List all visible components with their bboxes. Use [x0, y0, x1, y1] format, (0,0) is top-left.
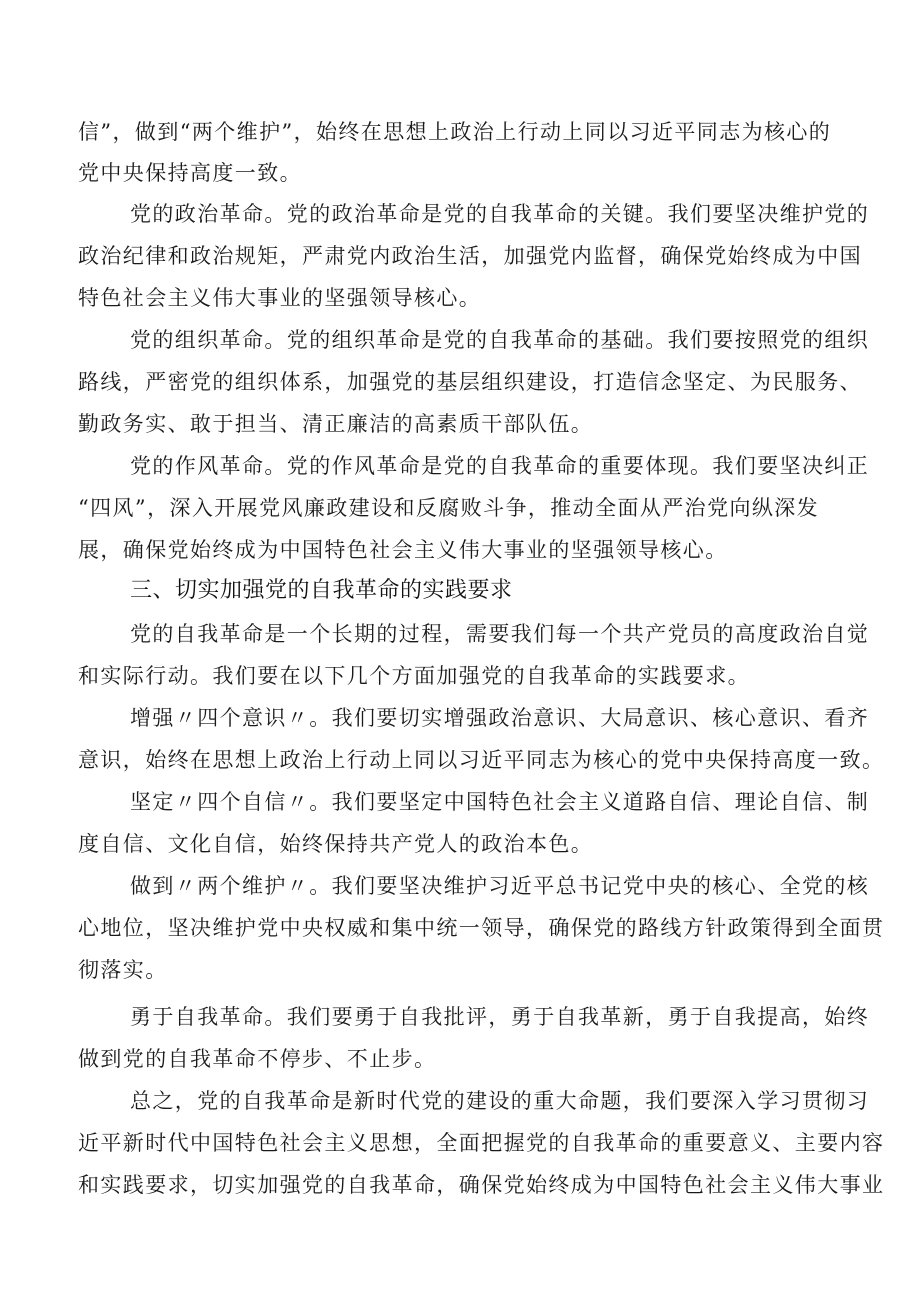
text-line: 彻落实。 — [78, 958, 168, 982]
text-line: 路线，严密党的组织体系，加强党的基层组织建设，打造信念坚定、为民服务、 — [78, 370, 862, 394]
text-line: 党的组织革命。党的组织革命是党的自我革命的基础。我们要按照党的组织 — [130, 328, 870, 352]
text-line: 做到党的自我革命不停步、不止步。 — [78, 1047, 437, 1071]
text-line: 和实践要求，切实加强党的自我革命，确保党始终成为中国特色社会主义伟大事业 — [78, 1173, 885, 1197]
text-line: 做到〃两个维护〃。我们要坚决维护习近平总书记党中央的核心、全党的核 — [130, 874, 870, 898]
text-line: 展，确保党始终成为中国特色社会主义伟大事业的坚强领导核心。 — [78, 538, 728, 562]
text-line: 党的政治革命。党的政治革命是党的自我革命的关键。我们要坚决维护党的 — [130, 202, 870, 226]
text-line: 信”，做到“两个维护”，始终在思想上政治上行动上同以习近平同志为核心的 — [78, 120, 832, 144]
text-line: 政治纪律和政治规矩，严肃党内政治生活，加强党内监督，确保党始终成为中国 — [78, 244, 862, 268]
text-line: 勇于自我革命。我们要勇于自我批评，勇于自我革新，勇于自我提高，始终 — [130, 1005, 870, 1029]
section-heading: 三、切实加强党的自我革命的实践要求 — [130, 578, 513, 603]
text-line: 勤政务实、敢于担当、清正廉洁的高素质干部队伍。 — [78, 412, 594, 436]
text-line: 近平新时代中国特色社会主义思想，全面把握党的自我革命的重要意义、主要内容 — [78, 1131, 885, 1155]
text-line: 坚定〃四个自信〃。我们要坚定中国特色社会主义道路自信、理论自信、制 — [130, 790, 870, 814]
text-line: 度自信、文化自信，始终保持共产党人的政治本色。 — [78, 832, 594, 856]
text-line: 和实际行动。我们要在以下几个方面加强党的自我革命的实践要求。 — [78, 664, 750, 688]
text-line: 增强〃四个意识〃。我们要切实增强政治意识、大局意识、核心意识、看齐 — [130, 706, 870, 730]
text-line: 心地位，坚决维护党中央权威和集中统一领导，确保党的路线方针政策得到全面贯 — [78, 916, 885, 940]
text-line: 党的作风革命。党的作风革命是党的自我革命的重要体现。我们要坚决纠正 — [130, 454, 870, 478]
text-line: 意识，始终在思想上政治上行动上同以习近平同志为核心的党中央保持高度一致。 — [78, 748, 885, 772]
text-line: 党的自我革命是一个长期的过程，需要我们每一个共产党员的高度政治自觉 — [130, 622, 870, 646]
text-line: 特色社会主义伟大事业的坚强领导核心。 — [78, 286, 482, 310]
text-line: 总之，党的自我革命是新时代党的建设的重大命题，我们要深入学习贯彻习 — [130, 1089, 870, 1113]
text-line: 党中央保持高度一致。 — [78, 161, 302, 185]
text-line: “四风”，深入开展党风廉政建设和反腐败斗争，推动全面从严治党向纵深发 — [78, 496, 820, 520]
